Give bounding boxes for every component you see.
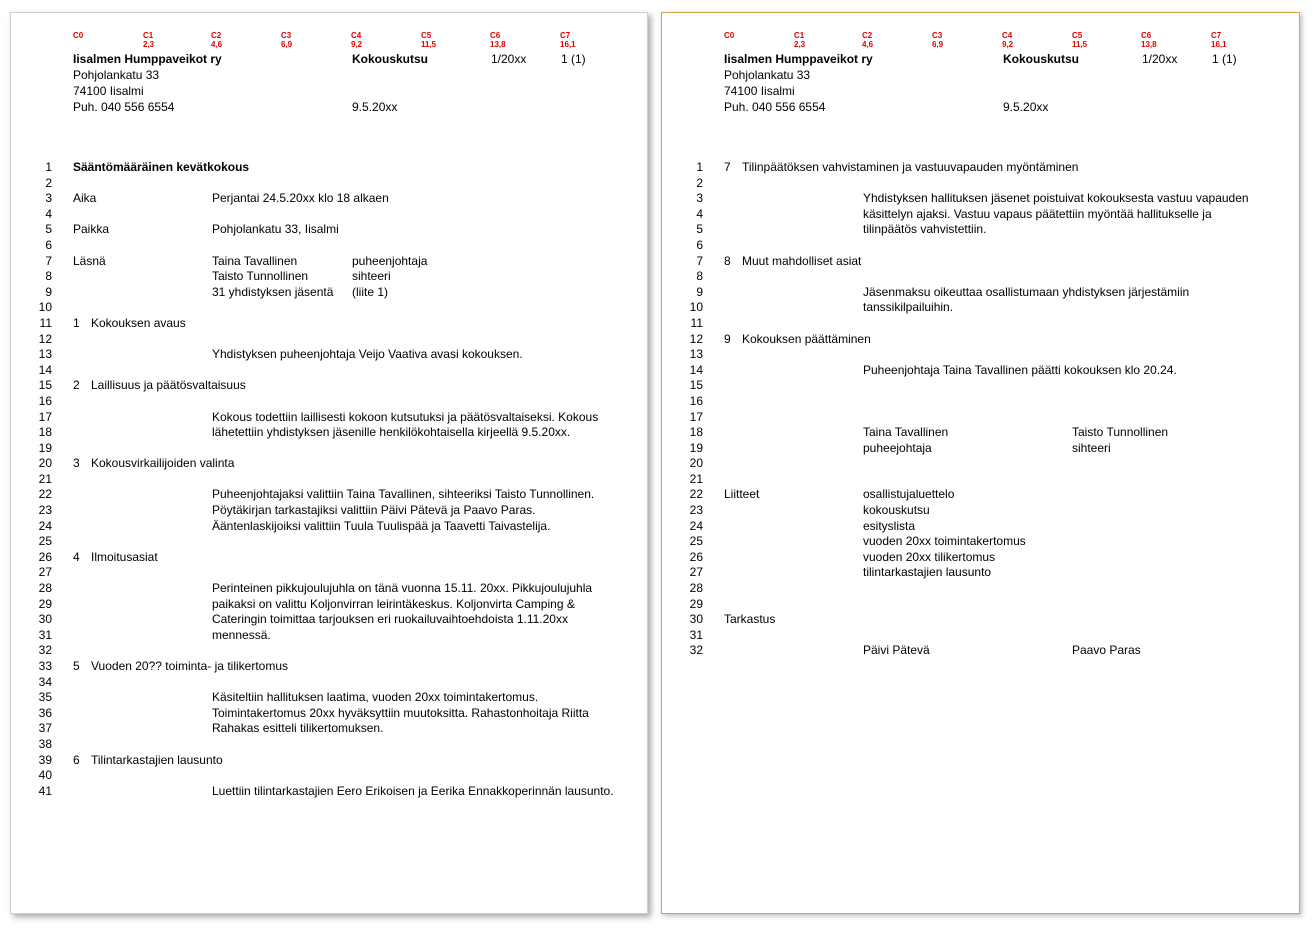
line-number: 40 xyxy=(38,768,52,783)
ruler-tick xyxy=(73,31,83,40)
line-number: 5 xyxy=(45,222,52,237)
line-number: 7 xyxy=(696,253,703,268)
document-line xyxy=(662,487,1299,503)
document-line xyxy=(662,581,1299,597)
section-title: Kokouksen päättäminen xyxy=(742,331,871,346)
column-ruler xyxy=(11,31,647,53)
ruler-tick xyxy=(211,31,222,49)
ruler-tick xyxy=(1211,31,1227,49)
signature-column-2: Taisto Tunnollinen xyxy=(1072,425,1169,440)
document-line xyxy=(11,176,647,192)
section-number: 9 xyxy=(724,331,731,346)
line-number: 41 xyxy=(38,783,52,798)
line-number: 32 xyxy=(689,643,703,658)
line-number: 28 xyxy=(38,581,52,596)
document-line xyxy=(662,472,1299,488)
document-line xyxy=(11,519,647,535)
line-text: Cateringin toimittaa tarjouksen eri ruokailuvaihtoehdoista 1.11.20xx xyxy=(212,612,568,627)
ruler-tick xyxy=(1141,31,1157,49)
section-number: 7 xyxy=(724,160,731,174)
document-line xyxy=(662,269,1299,285)
document-line xyxy=(11,768,647,784)
line-number: 37 xyxy=(38,721,52,736)
line-number: 8 xyxy=(45,269,52,284)
address-line-2: 74100 Iisalmi xyxy=(73,84,144,98)
document-line xyxy=(11,347,647,363)
line-number: 22 xyxy=(38,487,52,502)
document-line xyxy=(662,410,1299,426)
line-number: 9 xyxy=(45,284,52,299)
document-line xyxy=(11,534,647,550)
column-ruler xyxy=(662,31,1299,53)
document-line xyxy=(11,643,647,659)
document-line xyxy=(11,487,647,503)
document-line xyxy=(662,503,1299,519)
document-line xyxy=(11,254,647,270)
line-number: 1 xyxy=(696,160,703,174)
line-number: 26 xyxy=(38,549,52,564)
line-number: 15 xyxy=(689,378,703,393)
line-number: 25 xyxy=(38,534,52,549)
line-text: Rahakas esitteli tilikertomuksen. xyxy=(212,721,384,736)
document-line xyxy=(662,316,1299,332)
ruler-tick-label: C3 xyxy=(281,31,292,40)
doc-date: 9.5.20xx xyxy=(1003,100,1049,114)
line-text: esityslista xyxy=(863,518,916,533)
ruler-tick-value: 11,5 xyxy=(1072,40,1088,49)
document-line xyxy=(662,332,1299,348)
ruler-tick-label: C5 xyxy=(1072,31,1083,40)
section-title: Kokouksen avaus xyxy=(91,315,186,330)
line-number: 8 xyxy=(696,269,703,284)
document-line xyxy=(662,628,1299,644)
document-line xyxy=(662,394,1299,410)
line-text: Taina Tavallinen xyxy=(212,253,298,268)
document-line xyxy=(11,441,647,457)
line-text: vuoden 20xx toimintakertomus xyxy=(863,534,1026,549)
line-number: 29 xyxy=(689,596,703,611)
document-line xyxy=(11,472,647,488)
section-number: 3 xyxy=(73,456,80,471)
doc-type: Kokouskutsu xyxy=(352,52,429,66)
line-number: 26 xyxy=(689,549,703,564)
ruler-tick xyxy=(560,31,576,49)
ruler-tick-value: 11,5 xyxy=(421,40,437,49)
line-number: 5 xyxy=(696,222,703,237)
line-text: tilinpäätös vahvistettiin. xyxy=(863,222,987,237)
document-line xyxy=(662,238,1299,254)
line-number: 14 xyxy=(689,362,703,377)
line-number: 30 xyxy=(689,612,703,627)
line-text: Taisto Tunnollinen xyxy=(212,269,309,284)
line-number: 25 xyxy=(689,534,703,549)
ruler-tick-label: C4 xyxy=(351,31,362,40)
minutes-body xyxy=(662,160,1299,659)
line-number: 11 xyxy=(39,315,52,330)
line-number: 21 xyxy=(689,471,703,486)
document-line xyxy=(11,784,647,800)
document-line xyxy=(662,425,1299,441)
document-line xyxy=(662,456,1299,472)
line-number: 15 xyxy=(38,378,52,393)
document-line xyxy=(11,238,647,254)
document-line xyxy=(11,581,647,597)
line-number: 13 xyxy=(689,347,703,362)
line-number: 24 xyxy=(38,518,52,533)
section-title: Vuoden 20?? toiminta- ja tilikertomus xyxy=(91,659,288,673)
ruler-tick-label: C2 xyxy=(211,31,222,40)
document-line xyxy=(662,300,1299,316)
line-label: Tarkastus xyxy=(724,612,776,627)
line-number: 30 xyxy=(38,612,52,627)
address-line-2: 74100 Iisalmi xyxy=(724,84,795,98)
minutes-body xyxy=(11,160,647,799)
line-number: 16 xyxy=(38,393,52,408)
document-line xyxy=(662,550,1299,566)
ruler-tick-label: C6 xyxy=(490,31,501,40)
line-number: 20 xyxy=(38,456,52,471)
line-number: 23 xyxy=(38,503,52,518)
line-number: 29 xyxy=(38,596,52,611)
line-number: 27 xyxy=(689,565,703,580)
line-text: Käsiteltiin hallituksen laatima, vuoden 20xx toimintakertomus. xyxy=(212,690,539,705)
document-line xyxy=(11,706,647,722)
line-number: 19 xyxy=(38,440,52,455)
line-number: 17 xyxy=(689,409,703,424)
ruler-tick-value: 13,8 xyxy=(490,40,506,49)
line-text: tilintarkastajien lausunto xyxy=(863,565,992,580)
section-number: 6 xyxy=(73,752,80,767)
document-line xyxy=(11,285,647,301)
ruler-tick-label: C7 xyxy=(560,31,571,40)
line-label: Paikka xyxy=(73,222,110,237)
line-text: Perjantai 24.5.20xx klo 18 alkaen xyxy=(212,191,389,206)
doc-type: Kokouskutsu xyxy=(1003,52,1080,66)
line-text: käsittelyn ajaksi. Vastuu vapaus päätettiin myöntää hallitukselle ja xyxy=(863,206,1212,221)
ruler-tick-value: 2,3 xyxy=(794,40,806,49)
line-number: 22 xyxy=(689,487,703,502)
ruler-tick-value: 9,2 xyxy=(1002,40,1014,49)
line-label: Liitteet xyxy=(724,487,760,502)
section-number: 4 xyxy=(73,549,80,564)
ruler-tick-value: 16,1 xyxy=(560,40,576,49)
document-line xyxy=(11,300,647,316)
ruler-tick-label: C1 xyxy=(794,31,805,40)
section-title: Muut mahdolliset asiat xyxy=(742,253,862,268)
line-number: 24 xyxy=(689,518,703,533)
document-line xyxy=(11,721,647,737)
line-number: 6 xyxy=(45,237,52,252)
ruler-tick-value: 13,8 xyxy=(1141,40,1157,49)
document-line xyxy=(662,612,1299,628)
ruler-tick-label: C2 xyxy=(862,31,873,40)
line-text: Perinteinen pikkujoulujuhla on tänä vuonna 15.11. 20xx. Pikkujoulujuhla xyxy=(212,581,593,596)
document-line xyxy=(662,347,1299,363)
line-text: Päivi Pätevä xyxy=(863,643,930,658)
document-line xyxy=(11,269,647,285)
document-line xyxy=(11,378,647,394)
line-role: sihteeri xyxy=(352,269,391,284)
line-number: 12 xyxy=(38,331,52,346)
document-line xyxy=(11,675,647,691)
line-text: Yhdistyksen puheenjohtaja Veijo Vaativa avasi kokouksen. xyxy=(212,347,523,362)
document-line xyxy=(662,176,1299,192)
line-text: Jäsenmaksu oikeuttaa osallistumaan yhdistyksen järjestämiin xyxy=(863,284,1190,299)
line-number: 32 xyxy=(38,643,52,658)
document-line xyxy=(662,441,1299,457)
document-line xyxy=(11,363,647,379)
line-text: kokouskutsu xyxy=(863,503,930,518)
ruler-tick-label: C7 xyxy=(1211,31,1222,40)
line-number: 36 xyxy=(38,705,52,720)
ruler-tick-label: C4 xyxy=(1002,31,1013,40)
line-number: 21 xyxy=(38,471,52,486)
line-number: 10 xyxy=(38,300,52,315)
ruler-tick-label: C3 xyxy=(932,31,943,40)
document-line xyxy=(11,690,647,706)
letterhead xyxy=(724,51,1284,131)
ruler-tick-label: C1 xyxy=(143,31,154,40)
line-text: Pöytäkirjan tarkastajiksi valittiin Päivi Pätevä ja Paavo Paras. xyxy=(212,503,536,518)
ruler-tick xyxy=(1072,31,1087,49)
ruler-tick xyxy=(794,31,805,49)
document-page-2[interactable] xyxy=(661,12,1300,914)
document-line xyxy=(11,503,647,519)
document-line xyxy=(662,191,1299,207)
line-text: paikaksi on valittu Koljonvirran leirintäkeskus. Koljonvirta Camping & xyxy=(212,596,575,611)
line-text: Ääntenlaskijoiksi valittiin Tuula Tuulispää ja Taavetti Taivastelija. xyxy=(212,518,551,533)
line-number: 18 xyxy=(38,425,52,440)
ruler-tick-value: 4,6 xyxy=(211,40,223,49)
doc-number: 1/20xx xyxy=(491,52,527,66)
line-number: 35 xyxy=(38,690,52,705)
line-number: 28 xyxy=(689,581,703,596)
line-number: 4 xyxy=(696,206,703,221)
document-page-1 xyxy=(10,12,648,914)
document-line xyxy=(11,222,647,238)
line-text: Toimintakertomus 20xx hyväksyttiin muutoksitta. Rahastonhoitaja Riitta xyxy=(212,705,589,720)
ruler-tick-value: 9,2 xyxy=(351,40,363,49)
org-name: Iisalmen Humppaveikot ry xyxy=(73,52,222,66)
line-number: 9 xyxy=(696,284,703,299)
document-line xyxy=(662,519,1299,535)
line-text: Puheenjohtajaksi valittiin Taina Tavallinen, sihteeriksi Taisto Tunnollinen. xyxy=(212,487,595,502)
document-line xyxy=(11,160,647,176)
line-number: 12 xyxy=(689,331,703,346)
ruler-tick-value: 4,6 xyxy=(862,40,874,49)
document-line xyxy=(11,316,647,332)
line-text: lähetettiin yhdistyksen jäsenille henkilökohtaisella kirjeellä 9.5.20xx. xyxy=(212,425,571,440)
section-number: 5 xyxy=(73,659,80,673)
line-number: 31 xyxy=(689,627,703,642)
ruler-tick xyxy=(1002,31,1013,49)
ruler-tick-value: 6,9 xyxy=(932,40,944,49)
line-number: 19 xyxy=(689,440,703,455)
line-number: 4 xyxy=(45,206,52,221)
line-text: Taina Tavallinen xyxy=(863,425,949,440)
line-text: osallistujaluettelo xyxy=(863,487,955,502)
ruler-tick xyxy=(932,31,943,49)
ruler-tick xyxy=(281,31,292,49)
doc-date: 9.5.20xx xyxy=(352,100,398,114)
line-number: 18 xyxy=(689,425,703,440)
line-text: 31 yhdistyksen jäsentä xyxy=(212,284,334,299)
line-number: 10 xyxy=(689,300,703,315)
ruler-tick xyxy=(862,31,873,49)
document-line xyxy=(662,597,1299,613)
ruler-tick-label: C0 xyxy=(73,31,84,40)
document-line xyxy=(11,659,647,675)
document-line xyxy=(662,643,1299,659)
ruler-tick-value: 16,1 xyxy=(1211,40,1227,49)
ruler-tick-label: C0 xyxy=(724,31,735,40)
ruler-tick xyxy=(143,31,154,49)
ruler-tick xyxy=(351,31,362,49)
line-label: Aika xyxy=(73,191,97,206)
document-line xyxy=(662,378,1299,394)
org-name: Iisalmen Humppaveikot ry xyxy=(724,52,873,66)
document-line xyxy=(662,285,1299,301)
document-line xyxy=(11,597,647,613)
line-text: Kokous todettiin laillisesti kokoon kutsutuksi ja päätösvaltaiseksi. Kokous xyxy=(212,409,599,424)
document-line xyxy=(662,254,1299,270)
line-number: 7 xyxy=(45,253,52,268)
document-line xyxy=(662,222,1299,238)
document-line xyxy=(11,207,647,223)
section-title: Laillisuus ja päätösvaltaisuus xyxy=(91,378,246,393)
line-number: 27 xyxy=(38,565,52,580)
ruler-tick-value: 6,9 xyxy=(281,40,293,49)
line-text: mennessä. xyxy=(212,627,271,642)
section-title: Kokousvirkailijoiden valinta xyxy=(91,456,235,471)
document-line xyxy=(11,191,647,207)
document-line xyxy=(11,456,647,472)
line-number: 3 xyxy=(45,191,52,206)
document-line xyxy=(11,332,647,348)
section-number: 1 xyxy=(73,315,80,330)
section-title: Ilmoitusasiat xyxy=(91,549,158,564)
line-text: Yhdistyksen hallituksen jäsenet poistuivat kokouksesta vastuu vapauden xyxy=(863,191,1249,206)
signature-column-2: sihteeri xyxy=(1072,440,1111,455)
line-text: puheejohtaja xyxy=(863,440,932,455)
line-text: Puheenjohtaja Taina Tavallinen päätti kokouksen klo 20.24. xyxy=(863,362,1177,377)
document-line xyxy=(11,550,647,566)
document-line xyxy=(662,160,1299,176)
address-line-1: Pohjolankatu 33 xyxy=(724,68,811,82)
line-text: Pohjolankatu 33, Iisalmi xyxy=(212,222,339,237)
document-line xyxy=(11,628,647,644)
document-line xyxy=(662,534,1299,550)
ruler-tick-value: 2,3 xyxy=(143,40,155,49)
line-number: 2 xyxy=(45,175,52,190)
line-role: puheenjohtaja xyxy=(352,253,428,268)
ruler-tick-label: C5 xyxy=(421,31,432,40)
line-number: 11 xyxy=(690,315,703,330)
section-title: Tilintarkastajien lausunto xyxy=(91,752,223,767)
ruler-tick xyxy=(421,31,436,49)
document-line xyxy=(11,753,647,769)
ruler-tick xyxy=(724,31,734,40)
line-number: 2 xyxy=(696,175,703,190)
section-number: 2 xyxy=(73,378,80,393)
ruler-tick xyxy=(490,31,506,49)
line-number: 16 xyxy=(689,393,703,408)
line-number: 1 xyxy=(45,160,52,174)
line-number: 33 xyxy=(38,659,52,673)
line-number: 6 xyxy=(696,237,703,252)
line-number: 39 xyxy=(38,752,52,767)
line-number: 13 xyxy=(38,347,52,362)
line-label: Läsnä xyxy=(73,253,106,268)
letterhead xyxy=(73,51,633,131)
line-number: 34 xyxy=(38,674,52,689)
doc-number: 1/20xx xyxy=(1142,52,1178,66)
line-number: 17 xyxy=(38,409,52,424)
section-number: 8 xyxy=(724,253,731,268)
document-line xyxy=(11,410,647,426)
line-text: vuoden 20xx tilikertomus xyxy=(863,549,996,564)
document-line xyxy=(11,565,647,581)
phone: Puh. 040 556 6554 xyxy=(73,100,175,114)
document-line xyxy=(11,737,647,753)
signature-column-2: Paavo Paras xyxy=(1072,643,1141,658)
document-line xyxy=(662,363,1299,379)
line-number: 23 xyxy=(689,503,703,518)
phone: Puh. 040 556 6554 xyxy=(724,100,826,114)
address-line-1: Pohjolankatu 33 xyxy=(73,68,160,82)
section-title: Tilinpäätöksen vahvistaminen ja vastuuvapauden myöntäminen xyxy=(742,160,1079,174)
page-indicator: 1 (1) xyxy=(561,52,586,66)
line-number: 31 xyxy=(38,627,52,642)
line-label: Sääntömääräinen kevätkokous xyxy=(73,160,250,174)
line-number: 14 xyxy=(38,362,52,377)
document-line xyxy=(662,207,1299,223)
page-indicator: 1 (1) xyxy=(1212,52,1237,66)
document-line xyxy=(11,425,647,441)
line-role: (liite 1) xyxy=(352,284,389,299)
line-number: 38 xyxy=(38,736,52,751)
document-line xyxy=(11,612,647,628)
line-text: Luettiin tilintarkastajien Eero Erikoisen ja Eerika Ennakkoperinnän lausunto. xyxy=(212,783,614,798)
line-number: 3 xyxy=(696,191,703,206)
document-line xyxy=(662,565,1299,581)
document-line xyxy=(11,394,647,410)
line-text: tanssikilpailuihin. xyxy=(863,300,954,315)
line-number: 20 xyxy=(689,456,703,471)
ruler-tick-label: C6 xyxy=(1141,31,1152,40)
